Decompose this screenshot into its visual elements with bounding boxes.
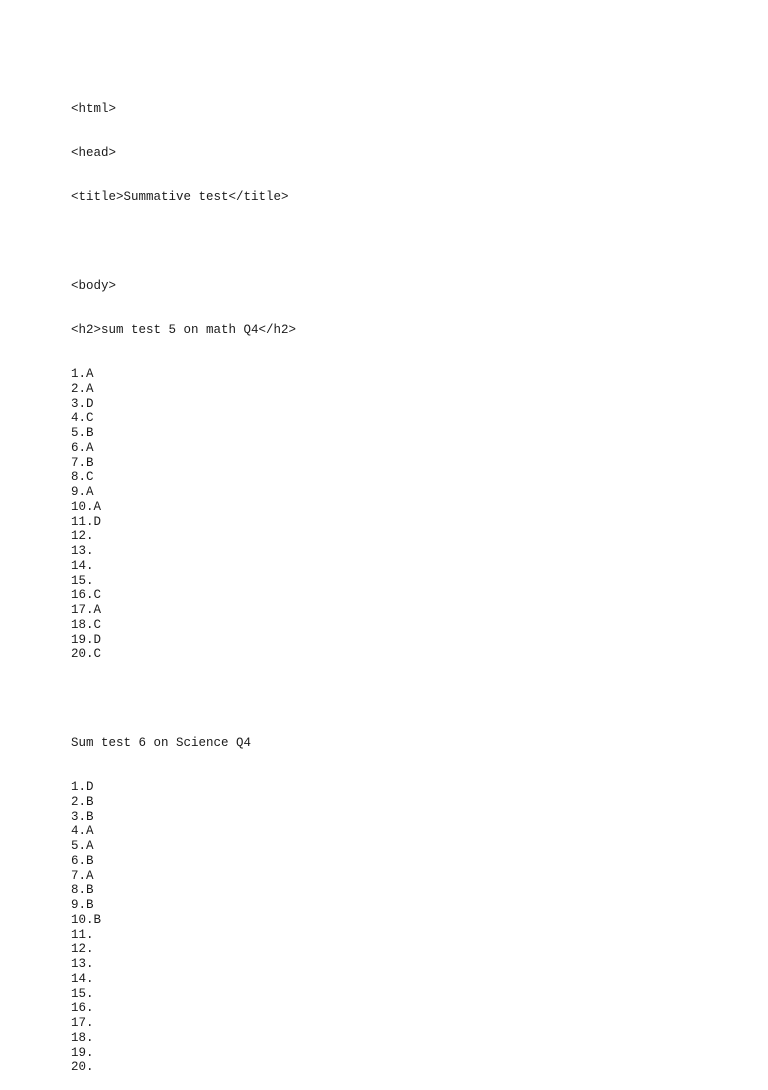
- blank-line: [71, 234, 296, 249]
- science-answer-line: 4.A: [71, 824, 94, 839]
- science-answer-line: 10.B: [71, 912, 102, 927]
- science-answer-line: 11.: [71, 927, 94, 942]
- science-answer-line: 2.B: [71, 794, 94, 809]
- science-answer-line: 15.: [71, 986, 94, 1001]
- science-answer-list: [71, 780, 296, 1075]
- science-section-heading: Sum test 6 on Science Q4: [71, 735, 252, 750]
- math-answer-line: 13.: [71, 544, 94, 558]
- math-answer-line: 8.C: [71, 470, 94, 485]
- math-answer-line: 17.A: [71, 603, 102, 617]
- science-answer-line: 9.B: [71, 898, 94, 912]
- science-answer-line: 7.A: [71, 868, 94, 883]
- math-answer-line: 4.C: [71, 411, 94, 426]
- math-answer-list: [71, 367, 296, 662]
- title-tag-line: <title>Summative test</title>: [71, 190, 289, 204]
- science-answer-line: 8.B: [71, 883, 94, 898]
- text-document: [71, 72, 296, 1090]
- math-answer-line: 12.: [71, 529, 94, 544]
- science-answer-line: 19.: [71, 1045, 94, 1060]
- head-open-tag-line: <head>: [71, 145, 117, 160]
- math-answer-line: 1.A: [71, 367, 94, 381]
- math-answer-line: 15.: [71, 573, 94, 588]
- science-answer-line: 3.B: [71, 809, 94, 824]
- science-answer-line: 12.: [71, 942, 94, 957]
- science-answer-line: 14.: [71, 971, 94, 986]
- science-answer-line: 13.: [71, 957, 94, 971]
- math-answer-line: 3.D: [71, 396, 94, 411]
- math-answer-line: 10.A: [71, 499, 102, 514]
- math-answer-line: 9.A: [71, 485, 94, 499]
- body-open-tag-line: <body>: [71, 278, 117, 293]
- math-answer-line: 18.C: [71, 617, 102, 632]
- math-answer-line: 14.: [71, 558, 94, 573]
- science-answer-line: 16.: [71, 1001, 94, 1016]
- math-answer-line: 19.D: [71, 632, 102, 647]
- math-answer-line: 11.D: [71, 514, 102, 529]
- science-answer-line: 5.A: [71, 839, 94, 853]
- html-open-tag-line: <html>: [71, 101, 117, 116]
- science-answer-line: 20.: [71, 1060, 94, 1075]
- science-answer-line: 18.: [71, 1030, 94, 1045]
- math-answer-line: 16.C: [71, 588, 102, 603]
- science-answer-line: 6.B: [71, 853, 94, 868]
- blank-line: [71, 692, 296, 707]
- math-answer-line: 5.B: [71, 426, 94, 440]
- math-section-heading: <h2>sum test 5 on math Q4</h2>: [71, 322, 297, 337]
- math-answer-line: 6.A: [71, 440, 94, 455]
- science-answer-line: 17.: [71, 1016, 94, 1030]
- science-answer-line: 1.D: [71, 780, 94, 794]
- math-answer-line: 2.A: [71, 381, 94, 396]
- math-answer-line: 7.B: [71, 455, 94, 470]
- math-answer-line: 20.C: [71, 647, 102, 662]
